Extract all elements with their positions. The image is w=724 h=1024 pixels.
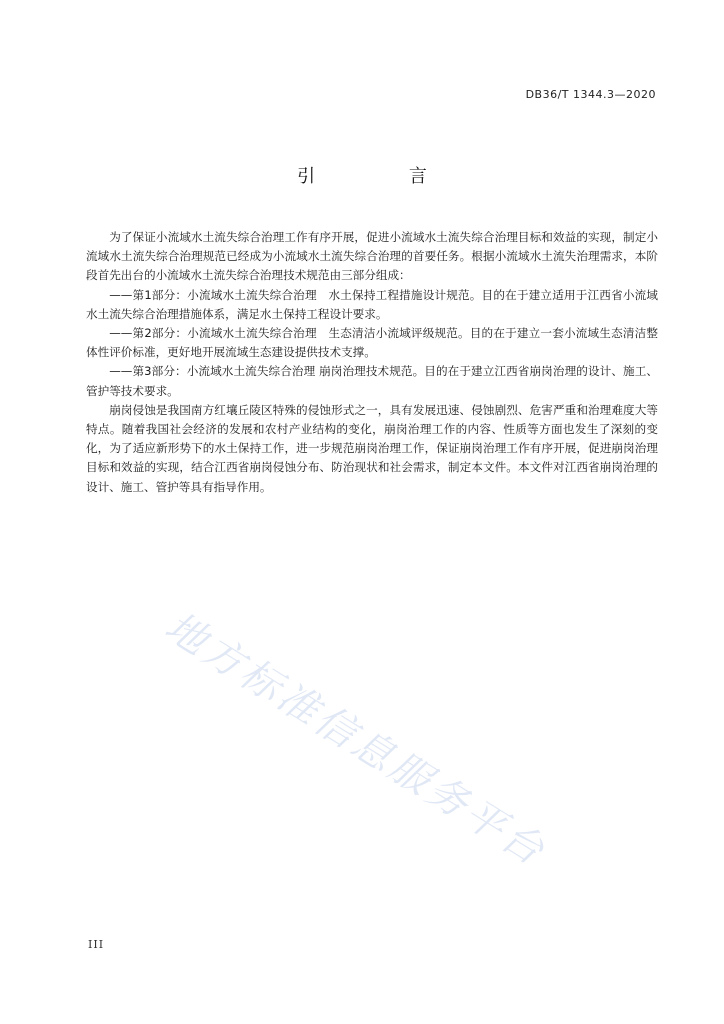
page-number: III [88,938,105,951]
paragraph-benggang: 崩岗侵蚀是我国南方红壤丘陵区特殊的侵蚀形式之一，具有发展迅速、侵蚀剧烈、危害严重和治理难度大等特点。随着我国社会经济的发展和农村产业结构的变化，崩岗治理工作的内容、性质等方面也发生了深刻的变化，为了适应新形势下的水土保持工作，进一步规范崩岗治理工作，保证崩岗治理工作有序开展，促进崩岗治理目标和效益的实现，结合江西省崩岗侵蚀分布、防治现状和社会需求，制定本文件。本文件对江西省崩岗治理的设计、施工、管护等具有指导作用。 [86,402,658,494]
paragraph-part-1: ——第1部分：小流域水土流失综合治理 水土保持工程措施设计规范。目的在于建立适用于江西省小流域水土流失综合治理措施体系，满足水土保持工程设计要求。 [86,287,658,321]
paragraph-part-3: ——第3部分：小流域水土流失综合治理 崩岗治理技术规范。目的在于建立江西省崩岗治理的设计、施工、管护等技术要求。 [86,364,658,398]
watermark: 地方标准信息服务平台 [156,603,555,876]
body-text [86,228,658,497]
document-code: DB36/T 1344.3—2020 [525,88,656,101]
paragraph-intro: 为了保证小流域水土流失综合治理工作有序开展，促进小流域水土流失综合治理目标和效益的实现，制定小流域水土流失综合治理规范已经成为小流域水土流失综合治理的首要任务。根据小流域水土流失治理需求，本阶段首先出台的小流域水土流失综合治理技术规范由三部分组成： [86,230,658,283]
section-title: 引 言 [297,166,471,187]
paragraph-part-2: ——第2部分：小流域水土流失综合治理 生态清洁小流域评级规范。目的在于建立一套小流域生态清洁整体性评价标准，更好地开展流域生态建设提供技术支撑。 [86,326,658,360]
